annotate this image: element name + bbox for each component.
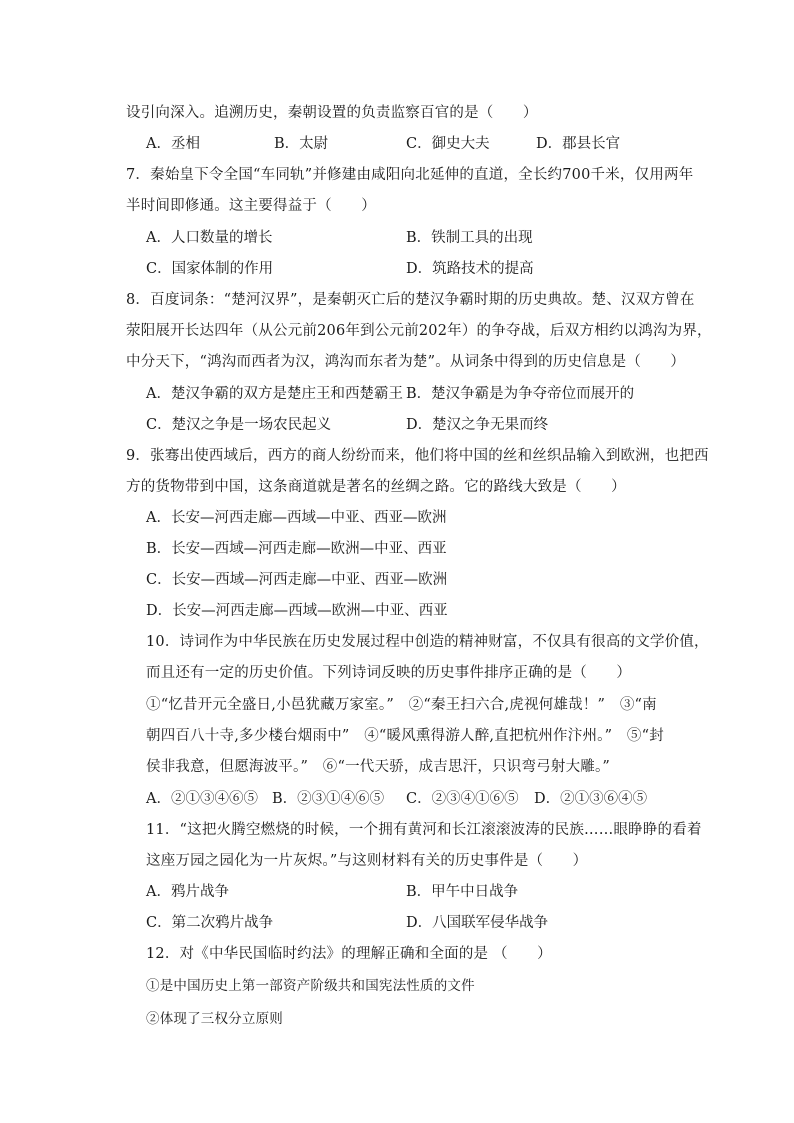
q8-stem-line-1: 8．百度词条：“楚河汉界”，是秦朝灭亡后的楚汉争霸时期的历史典故。楚、汉双方曾在	[126, 292, 695, 308]
q10-option-c: C．②③④①⑥⑤	[406, 791, 519, 807]
q7-option-b: B．铁制工具的出现	[406, 230, 533, 246]
q10-stem-line-1: 10．诗词作为中华民族在历史发展过程中创造的精神财富，不仅具有很高的文学价值，	[146, 634, 709, 650]
q7-option-c: C．国家体制的作用	[146, 261, 274, 277]
q12-item-2: ②体现了三权分立原则	[146, 1011, 283, 1027]
q7-option-d: D．筑路技术的提高	[406, 261, 534, 277]
q11-option-c: C．第二次鸦片战争	[146, 915, 274, 931]
q7-stem-line-2: 半时间即修通。这主要得益于（ ）	[126, 198, 376, 214]
q6-option-a: A．丞相	[146, 136, 200, 152]
q10-stem-line-3: ①“忆昔开元全盛日,小邑犹藏万家室。” ②“秦王扫六合,虎视何雄哉！” ③“南	[146, 697, 657, 713]
q6-option-b: B．太尉	[274, 136, 329, 152]
q10-stem-line-4: 朝四百八十寺,多少楼台烟雨中” ④“暖风熏得游人醉,直把杭州作汴州。” ⑤“封	[146, 728, 664, 744]
q6-option-c: C．御史大夫	[406, 136, 490, 152]
q9-option-c: C．长安—西域—河西走廊—中亚、西亚—欧洲	[146, 572, 448, 588]
q9-option-a: A．长安—河西走廊—西域—中亚、西亚—欧洲	[146, 510, 447, 526]
q11-option-b: B．甲午中日战争	[406, 884, 519, 900]
q11-option-d: D．八国联军侵华战争	[406, 915, 549, 931]
q6-option-d: D．郡县长官	[536, 136, 621, 152]
q8-stem-line-3: 中分天下，“鸿沟而西者为汉，鸿沟而东者为楚”。从词条中得到的历史信息是（ ）	[126, 354, 686, 370]
q10-stem-line-2: 而且还有一定的历史价值。下列诗词反映的历史事件排序正确的是（ ）	[146, 665, 632, 681]
q8-option-b: B．楚汉争霸是为争夺帝位而展开的	[406, 386, 635, 402]
q8-option-c: C．楚汉之争是一场农民起义	[146, 417, 332, 433]
q7-stem-line-1: 7．秦始皇下令全国“车同轨”并修建由咸阳向北延伸的直道，全长约700千米，仅用两年	[126, 167, 694, 183]
q8-option-d: D．楚汉之争无果而终	[406, 417, 549, 433]
q7-option-a: A．人口数量的增长	[146, 230, 273, 246]
q11-option-a: A．鸦片战争	[146, 884, 229, 900]
q10-stem-line-5: 侯非我意，但愿海波平。” ⑥“一代天骄，成吉思汗，只识弯弓射大雕。”	[146, 759, 611, 775]
q12-stem: 12．对《中华民国临时约法》的理解正确和全面的是 （ ）	[146, 946, 552, 962]
q10-option-a: A．②①③④⑥⑤	[146, 791, 258, 807]
q12-item-1: ①是中国历史上第一部资产阶级共和国宪法性质的文件	[146, 978, 475, 994]
q10-option-b: B．②③①④⑥⑤	[272, 791, 385, 807]
q9-stem-line-2: 方的货物带到中国，这条商道就是著名的丝绸之路。它的路线大致是（ ）	[126, 479, 626, 495]
q9-option-b: B．长安—西域—河西走廊—欧洲—中亚、西亚	[146, 541, 447, 557]
q11-stem-line-2: 这座万园之园化为一片灰烬。”与这则材料有关的历史事件是（ ）	[146, 853, 588, 869]
q9-stem-line-1: 9．张骞出使西域后，西方的商人纷纷而来，他们将中国的丝和丝织品输入到欧洲，也把西	[126, 448, 709, 464]
q11-stem-line-1: 11．“这把火腾空燃烧的时候，一个拥有黄河和长江滚滚波涛的民族……眼睁睁的看着	[146, 822, 702, 838]
q6-stem: 设引向深入。追溯历史，秦朝设置的负责监察百官的是（ ）	[126, 105, 538, 121]
q10-option-d: D．②①③⑥④⑤	[534, 791, 648, 807]
q8-stem-line-2: 荥阳展开长达四年（从公元前206年到公元前202年）的争夺战，后双方相约以鸿沟为界，	[126, 323, 712, 339]
q8-option-a: A．楚汉争霸的双方是楚庄王和西楚霸王	[146, 386, 403, 402]
q9-option-d: D．长安—河西走廊—西域—欧洲—中亚、西亚	[146, 603, 448, 619]
